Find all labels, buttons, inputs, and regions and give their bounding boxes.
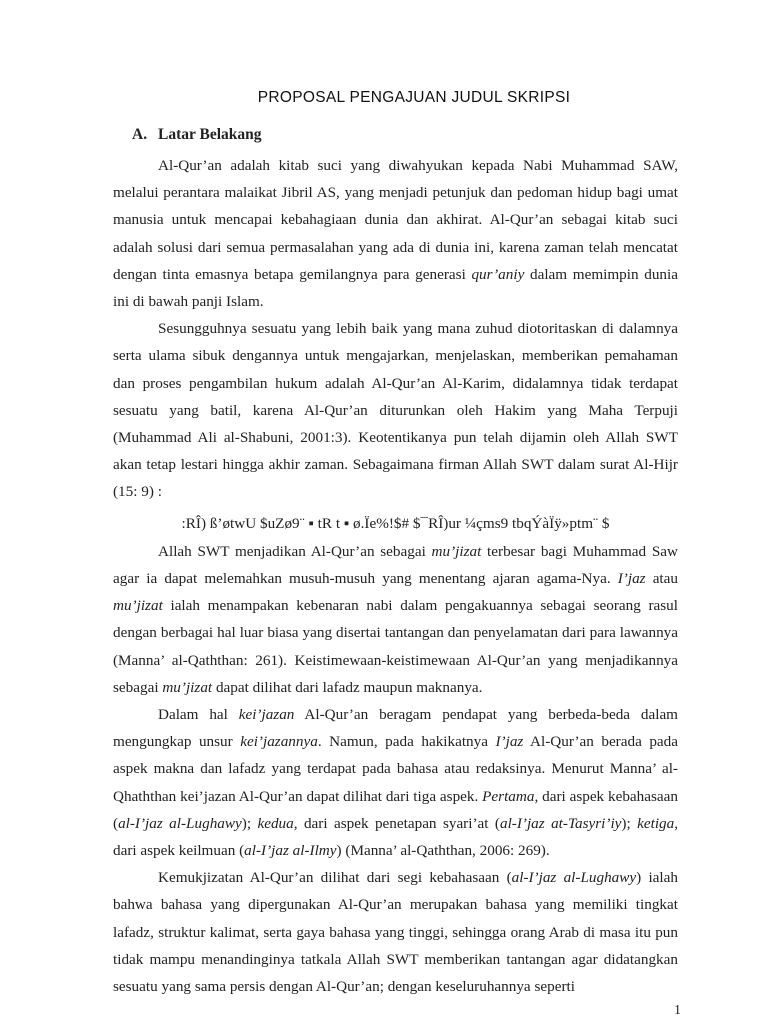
paragraph-5 [113, 864, 678, 1000]
text-run: Allah SWT menjadikan Al-Qur’an sebagai [158, 542, 432, 560]
italic-term: mu’jizat [431, 542, 482, 560]
italic-term: ketiga [637, 814, 675, 832]
text-run: , dari aspek penetapan syari’at ( [293, 814, 500, 832]
text-run: ); [241, 814, 258, 832]
text-run: Al-Qur’an berada pada aspek makna dan lafadz yang terdapat pada bahasa atau redaksinya. Menurut Manna’ al-Qhaththan kei’jazan Al-Qur’an dapat dilihat dari tiga aspek. [113, 733, 678, 805]
text-run: dapat dilihat dari lafadz maupun maknanya. [212, 678, 483, 696]
text-run: Al-Qur’an adalah kitab suci yang diwahyukan kepada Nabi Muhammad SAW, melalui perantara malaikat Jibril AS, yang menjadi petunjuk dan pedoman hidup bagi umat manusia untuk mencapai kebahagiaan dunia dan akhirat. Al-Qur’an sebagai kitab suci adalah solusi dari semua permasalahan yang ada di dunia ini, karena zaman telah mencatat dengan tinta emasnya betapa gemilangnya para generasi [113, 157, 678, 283]
text-run: terbesar bagi Muhammad Saw agar ia dapat melemahkan musuh-musuh yang menentang ajaran agama-Nya. [113, 542, 678, 588]
paragraph-2: Sesungguhnya sesuatu yang lebih baik yang mana zuhud diotoritaskan di dalamnya serta ulama sibuk dengannya untuk mengajarkan, menjelaskan, memberikan pemahaman dan proses pengambilan hukum adalah Al-Qur’an Al-Karim, didalamnya tidak terdapat sesuatu yang batil, karena Al-Qur’an diturunkan oleh Hakim yang Maha Terpuji (Muhammad Ali al-Shabuni, 2001:3). Keotentikanya pun telah dijamin oleh Allah SWT akan tetap lestari hingga akhir zaman. Sebagaimana firman Allah SWT dalam surat Al-Hijr (15: 9) : [113, 320, 678, 501]
paragraph-4 [113, 701, 678, 864]
section-number: A. [132, 126, 148, 143]
italic-term: Pertama [482, 787, 535, 805]
text-run: Al-Qur’an beragam pendapat yang berbeda-beda dalam mengungkap unsur [113, 706, 678, 751]
text-run: , dari aspek keilmuan ( [113, 814, 679, 860]
document-body [113, 152, 678, 1000]
italic-term: al-I’jaz at-Tasyri’iy [499, 814, 622, 832]
quran-verse-garbled: :RÎ) ß’øtwU $uZø9¨ ▪ tR t ▪ ø.Ïe%!$# $¯RÎ)ur ¼çms9 tbqÝàÏÿ»ptm¨ $ [181, 514, 610, 532]
text-run: . Namun, pada hakikatnya [317, 733, 496, 751]
text-run: Kemukjizatan Al-Qur’an dilihat dari segi kebahasaan ( [158, 869, 512, 887]
italic-term: kei’jazan [238, 706, 295, 724]
text-run: Dalam hal [158, 706, 239, 724]
document-title: PROPOSAL PENGAJUAN JUDUL SKRIPSI [257, 89, 571, 106]
italic-term: al-I’jaz al-Ilmy [244, 842, 337, 860]
text-run: ) ialah bahwa bahasa yang dipergunakan Al-Qur’an merupakan bahasa yang memiliki tingkat lafadz, struktur kalimat, serta gaya bahasa yang tinggi, sehingga orang Arab di masa itu pun tidak mampu menandinginya tatkala Allah SWT memberikan tantangan agar didatangkan sesuatu yang sama persis dengan Al-Qur’an; dengan keseluruhannya seperti [113, 869, 678, 996]
italic-term: mu’jizat [113, 597, 163, 615]
text-run: ialah menampakan kebenaran nabi dalam pengakuannya sebagai seorang rasul dengan berbagai hal luar biasa yang disertai tantangan dan penyelamatan dari para lawannya (Manna’ al-Qaththan: 261). Keistimewaan-keistimewaan Al-Qur’an yang menjadikannya sebagai [113, 597, 678, 696]
text-run: ); [621, 814, 638, 832]
text-run: atau [645, 570, 678, 588]
text-run: ) (Manna’ al-Qaththan, 2006: 269). [336, 842, 550, 860]
section-heading [132, 126, 262, 144]
italic-term: kedua [257, 814, 294, 832]
section-title: Latar Belakang [158, 126, 262, 143]
text-run: , dari aspek kebahasaan ( [113, 787, 678, 832]
italic-term: al-I’jaz al-Lughawy [511, 869, 637, 887]
text-run: dalam memimpin dunia ini di bawah panji Islam. [113, 265, 678, 311]
paragraph-1 [113, 152, 678, 315]
italic-term: mu’jizat [162, 678, 213, 696]
italic-term: kei’jazannya [240, 733, 318, 751]
italic-term: al-I’jaz al-Lughawy [118, 814, 242, 832]
italic-term: qur’aniy [471, 265, 525, 283]
italic-term: I’jaz [617, 570, 646, 588]
italic-term: I’jaz [495, 733, 524, 751]
page-number: 1 [674, 1003, 681, 1018]
paragraph-3 [113, 538, 678, 701]
